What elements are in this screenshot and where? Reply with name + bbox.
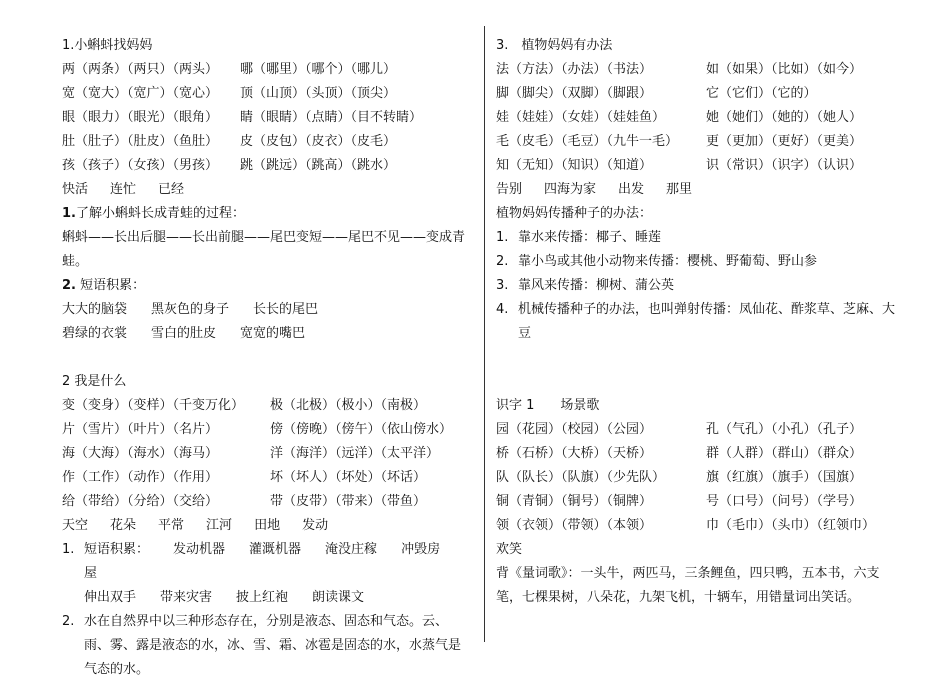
- vocab-row: 变（变身）（变样）（千变万化） 极（北极）（极小）（南极）: [62, 398, 427, 413]
- words-line: 天空 花朵 平常 江河 田地 发动: [62, 518, 329, 533]
- word: 欢笑: [496, 542, 523, 557]
- vocab-row: 孩（孩子）（女孩）（男孩） 跳（跳远）（跳高）（跳水）: [62, 158, 397, 173]
- numbered-item: 1. 短语积累： 发动机器 灌溉机器 淹没庄稼 冲毁房屋 伸出双手 带来灾害 披上红袍 朗读课文: [62, 542, 441, 605]
- vocab-row: 海（大海）（海水）（海马） 洋（海洋）（远洋）（太平洋）: [62, 446, 440, 461]
- lesson-1-title: 1.小蝌蚪找妈妈: [62, 38, 153, 53]
- vocab-row: 铜（青铜）（铜号）（铜牌） 号（口号）（问号）（学号）: [496, 494, 863, 509]
- vocab-row: 法（方法）（办法）（书法） 如（如果）（比如）（如今）: [496, 62, 863, 77]
- lesson-4-title: 识字 1 场景歌: [496, 398, 600, 413]
- question-2: 2. 短语积累：: [62, 278, 146, 293]
- left-column: [62, 34, 472, 682]
- vocab-row: 眼（眼力）（眼光）（眼角） 睛（眼睛）（点睛）（目不转睛）: [62, 110, 423, 125]
- lesson-2-title: 2 我是什么: [62, 374, 127, 389]
- words-line: 快活 连忙 已经: [62, 182, 185, 197]
- words-line: 告别 四海为家 出发 那里: [496, 182, 693, 197]
- column-divider: [484, 26, 485, 642]
- numbered-item: 1. 靠水来传播：椰子、睡莲: [496, 230, 662, 245]
- vocab-row: 作（工作）（动作）（作用） 坏（坏人）（坏处）（坏话）: [62, 470, 427, 485]
- growth-process: 蝌蚪——长出后腿——长出前腿——尾巴变短——尾巴不见——变成青蛙。: [62, 230, 466, 269]
- vocab-row: 领（衣领）（带领）（本领） 巾（毛巾）（头巾）（红领巾）: [496, 518, 876, 533]
- numbered-item: 4. 机械传播种子的办法，也叫弹射传播：凤仙花、酢浆草、芝麻、大豆: [496, 302, 896, 341]
- numbered-item: 2. 水在自然界中以三种形态存在，分别是液态、固态和气态。云、雨、雾、露是液态的水，冰、雪、霜、冰雹是固态的水，水蒸气是气态的水。: [62, 614, 462, 677]
- vocab-row: 给（带给）（分给）（交给） 带（皮带）（带来）（带鱼）: [62, 494, 427, 509]
- vocab-row: 桥（石桥）（大桥）（天桥） 群（人群）（群山）（群众）: [496, 446, 863, 461]
- vocab-row: 片（雪片）（叶片）（名片） 傍（傍晚）（傍午）（依山傍水）: [62, 422, 453, 437]
- vocab-row: 宽（宽大）（宽广）（宽心） 顶（山顶）（头顶）（顶尖）: [62, 86, 397, 101]
- vocab-row: 知（无知）（知识）（知道） 识（常识）（识字）（认识）: [496, 158, 863, 173]
- phrase-line: 碧绿的衣裳 雪白的肚皮 宽宽的嘴巴: [62, 326, 306, 341]
- vocab-row: 队（队长）（队旗）（少先队） 旗（红旗）（旗手）（国旗）: [496, 470, 863, 485]
- vocab-row: 毛（皮毛）（毛豆）（九牛一毛） 更（更加）（更好）（更美）: [496, 134, 863, 149]
- vocab-row: 园（花园）（校园）（公园） 孔（气孔）（小孔）（孔子）: [496, 422, 863, 437]
- numbered-item: 2. 靠小鸟或其他小动物来传播：樱桃、野葡萄、野山参: [496, 254, 818, 269]
- vocab-row: 肚（肚子）（肚皮）（鱼肚） 皮（皮包）（皮衣）（皮毛）: [62, 134, 397, 149]
- vocab-row: 两（两条）（两只）（两头） 哪（哪里）（哪个）（哪儿）: [62, 62, 397, 77]
- phrase-line: 大大的脑袋 黑灰色的身子 长长的尾巴: [62, 302, 319, 317]
- lesson-3-title: 3. 植物妈妈有办法: [496, 38, 613, 53]
- measure-word-song: 背《量词歌》：一头牛，两匹马，三条鲤鱼，四只鸭，五本书，六支笔，七棵果树，八朵花，九架飞机，十辆车，用错量词出笑话。: [496, 566, 880, 605]
- vocab-row: 娃（娃娃）（女娃）（娃娃鱼） 她（她们）（她的）（她人）: [496, 110, 863, 125]
- subtitle: 植物妈妈传播种子的办法：: [496, 206, 653, 221]
- numbered-item: 3. 靠风来传播：柳树、蒲公英: [496, 278, 675, 293]
- vocab-row: 脚（脚尖）（双脚）（脚跟） 它（它们）（它的）: [496, 86, 817, 101]
- question-1: 1.了解小蝌蚪长成青蛙的过程：: [62, 206, 245, 221]
- right-column: [496, 34, 896, 610]
